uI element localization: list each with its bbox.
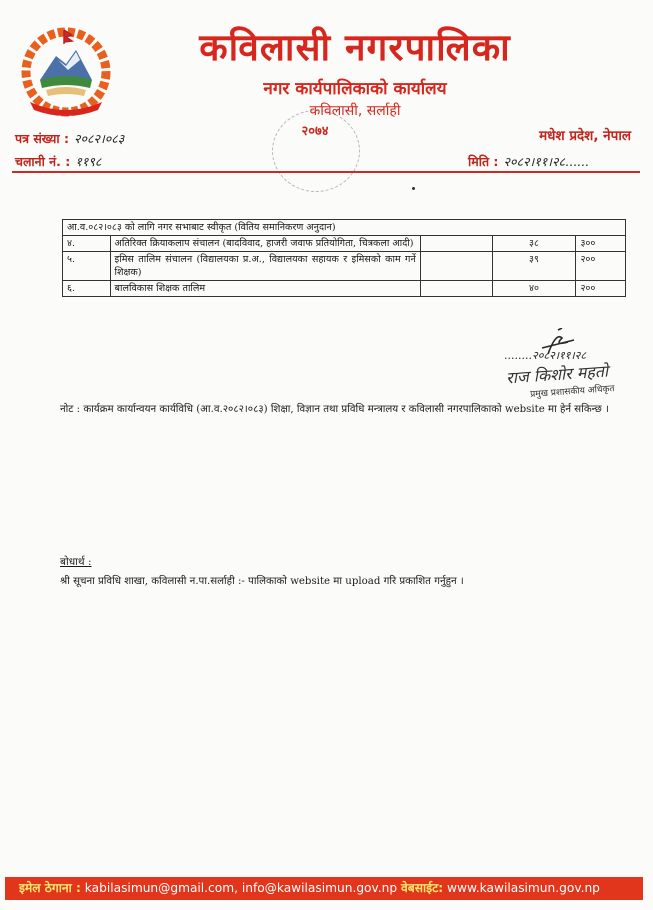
table-row (63, 236, 626, 252)
reference-number-value: २०८२।०८३ (74, 131, 125, 146)
website-label: वेबसाईट: (401, 881, 444, 895)
signature-date: ........२०८२।११।२८ (504, 349, 587, 362)
date-value: २०८२।११।२८...... (503, 154, 589, 169)
email-addresses[interactable]: kabilasimun@gmail.com, info@kawilasimun.gov.np (84, 881, 398, 895)
row-amount: ३०० (576, 236, 626, 252)
grant-program-table (62, 219, 626, 297)
signatory-name: राज किशोर महतो (505, 361, 609, 388)
website-link[interactable]: www.kawilasimun.gov.np (447, 881, 600, 895)
row-amount: २०० (576, 252, 626, 281)
signatory-title: प्रमुख प्रशासकीय अधिकृत (529, 384, 615, 400)
row-code: ४० (492, 281, 576, 297)
row-number: ४. (63, 236, 111, 252)
cc-heading: बोधार्थ : (60, 556, 92, 568)
row-description: बालविकास शिक्षक तालिम (110, 281, 420, 297)
office-name: नगर कार्यपालिकाको कार्यालय (263, 79, 447, 99)
dispatch-number-value: ११९८ (75, 154, 102, 169)
email-label: इमेल ठेगाना : (19, 881, 81, 895)
date-row (468, 151, 589, 170)
row-description: अतिरिक्त क्रियाकलाप संचालन (बादविवाद, हाजरी जवाफ प्रतियोगिता, चित्रकला आदी) (110, 236, 420, 252)
row-code: ३९ (492, 252, 576, 281)
table-heading: आ.व.०८२।०८३ को लागि नगर सभाबाट स्वीकृत (वितिय समानिकरण अनुदान) (63, 220, 626, 236)
table-row (63, 252, 626, 281)
stray-dot (412, 187, 415, 190)
table-row (63, 281, 626, 297)
row-description: इमिस तालिम संचालन (विद्यालयका प्र.अ., विद्यालयका सहायक र इमिसको काम गर्ने शिक्षक) (110, 252, 420, 281)
dispatch-number-row (15, 151, 101, 170)
row-amount: २०० (576, 281, 626, 297)
cc-text: श्री सूचना प्रविधि शाखा, कविलासी न.पा.सर्लाही :- पालिकाको website मा upload गरि प्रकाशित गर्नुहुन । (60, 576, 464, 587)
province-name: मधेश प्रदेश, नेपाल (539, 128, 631, 144)
nepal-emblem-logo (18, 22, 114, 118)
organization-name: कविलासी नगरपालिका (199, 26, 511, 69)
row-code: ३८ (492, 236, 576, 252)
signature-date-value: २०८२।११।२८ (531, 349, 587, 362)
row-empty-cell (420, 281, 492, 297)
row-empty-cell (420, 252, 492, 281)
header-divider (12, 171, 640, 173)
dispatch-number-label: चलानी नं. : (15, 154, 71, 169)
established-year: २०७४ (301, 124, 329, 139)
row-number: ५. (63, 252, 111, 281)
office-address: कविलासी, सर्लाही (309, 103, 401, 119)
row-number: ६. (63, 281, 111, 297)
date-label: मिति : (468, 154, 499, 169)
row-empty-cell (420, 236, 492, 252)
note-paragraph: नोट : कार्यक्रम कार्यान्वयन कार्यविधि (आ.व.२०८२।०८३) शिक्षा, विज्ञान तथा प्रविधि मन्त्रालय र कविलासी नगरपालिकाको website मा हेर्न सकिन्छ । (60, 404, 609, 415)
reference-number-row (15, 128, 124, 147)
reference-number-label: पत्र संख्या : (15, 131, 69, 146)
footer-contact-bar (5, 877, 643, 900)
table-heading-row (63, 220, 626, 236)
